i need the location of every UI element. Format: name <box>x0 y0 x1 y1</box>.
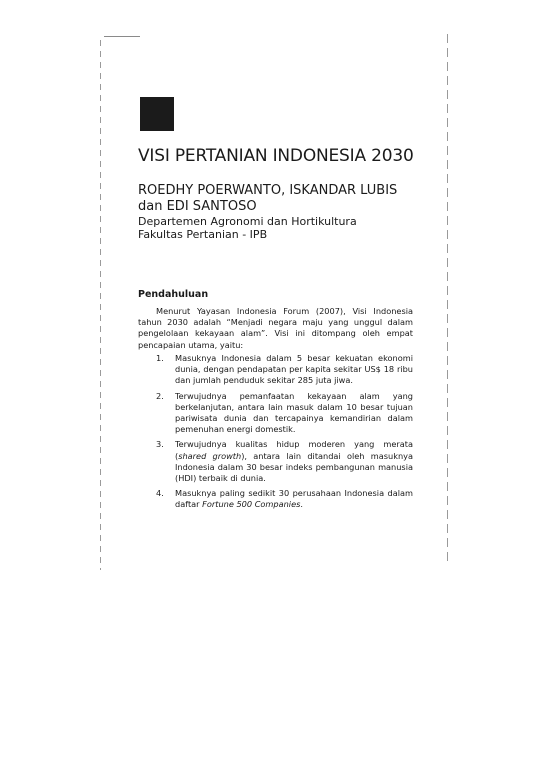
authors-line-2: dan EDI SANTOSO <box>138 199 257 214</box>
list-item-text: Masuknya Indonesia dalam 5 besar kekuatan ekonomi dunia, dengan pendapatan per kapita sekitar US$ 18 ribu dan jumlah penduduk sekitar 285 juta jiwa. <box>175 353 413 386</box>
intro-paragraph <box>138 306 413 351</box>
list-item-number: 2. <box>156 390 164 401</box>
section-heading: Pendahuluan <box>138 289 209 300</box>
achievement-list <box>156 353 413 515</box>
list-item-number: 3. <box>156 439 164 450</box>
list-item-number: 1. <box>156 353 164 363</box>
scan-edge-line <box>104 36 140 37</box>
authors <box>138 183 397 215</box>
page-margin-left <box>100 40 101 570</box>
authors-line-1: ROEDHY POERWANTO, ISKANDAR LUBIS <box>138 183 398 198</box>
list-item-italic-term: Fortune 500 Companies <box>202 499 301 510</box>
list-item <box>156 439 413 484</box>
chapter-marker-block <box>140 97 174 131</box>
list-item-text-a: Masuknya paling sedikit 30 perusahaan Indonesia dalam daftar <box>175 488 413 510</box>
affiliation-line-2: Fakultas Pertanian - IPB <box>138 228 268 241</box>
list-item <box>156 488 413 510</box>
list-item-italic-term: shared growth <box>178 450 242 461</box>
list-item-text: Terwujudnya pemanfaatan kekayaan alam yang berkelanjutan, antara lain masuk dalam 10 besar tujuan pariwisata dunia dan tercapainya kemandirian dalam pemenuhan energi domestik. <box>175 390 413 435</box>
affiliation <box>138 215 357 241</box>
list-item <box>156 391 413 436</box>
list-item-text-a: Terwujudnya kualitas hidup moderen yang merata ( <box>175 439 413 461</box>
list-item-number: 4. <box>156 488 164 499</box>
affiliation-line-1: Departemen Agronomi dan Hortikultura <box>138 215 357 228</box>
document-title: VISI PERTANIAN INDONESIA 2030 <box>138 146 414 166</box>
list-item-text-b: ), antara lain ditandai oleh masuknya Indonesia dalam 30 besar indeks pembangunan manusia (HDI) terbaik di dunia. <box>175 450 413 484</box>
list-item-text-b: . <box>300 499 303 510</box>
page-margin-right <box>447 34 448 564</box>
list-item <box>156 353 413 387</box>
intro-text: Menurut Yayasan Indonesia Forum (2007), Visi Indonesia tahun 2030 adalah “Menjadi negara maju yang unggul dalam pengelolaan kekayaan alam”. Visi ini ditompang oleh empat pencapaian utama, yaitu: <box>138 306 413 350</box>
